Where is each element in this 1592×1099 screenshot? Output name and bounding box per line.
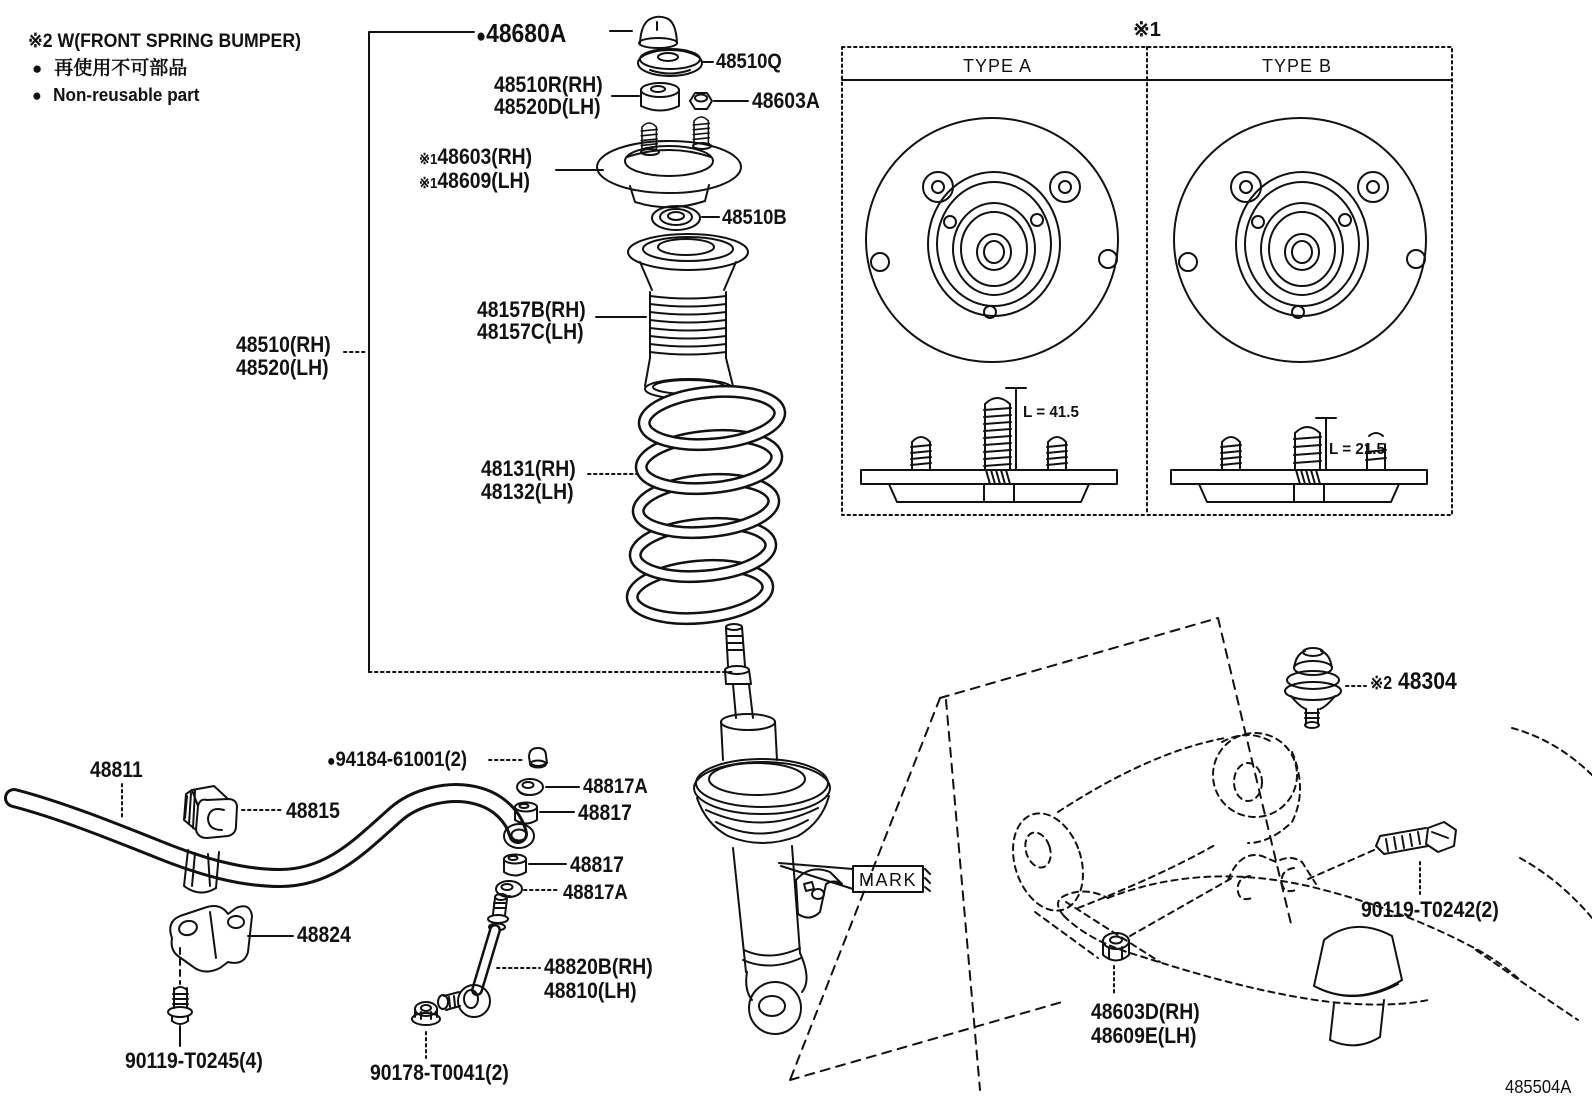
label-48510Q: 48510Q xyxy=(716,50,782,73)
legend-nonreusable-en: ● Non-reusable part xyxy=(32,85,200,105)
cap-nut-48680A xyxy=(639,17,677,48)
spring-bumper-48304 xyxy=(1285,648,1341,728)
label-94184: ●94184-61001(2) xyxy=(327,748,468,771)
bushing-48817-lower xyxy=(504,855,526,876)
label-48810: 48810(LH) xyxy=(544,978,637,1003)
lower-control-arm xyxy=(1058,728,1592,1020)
bullet-icon: ● xyxy=(476,26,487,47)
label-48603D: 48603D(RH) xyxy=(1091,999,1200,1024)
label-48520D: 48520D(LH) xyxy=(494,94,601,119)
nut-94184 xyxy=(529,748,547,768)
stabilizer-bar-48811 xyxy=(14,793,534,878)
label-48510: 48510(RH) xyxy=(236,332,331,357)
label-48603: ※148603(RH) xyxy=(419,144,533,169)
label-48603A: 48603A xyxy=(752,88,820,113)
dashed-region xyxy=(790,618,1292,1090)
label-48510R: 48510R(RH) xyxy=(494,72,603,97)
drawing-number: 485504A xyxy=(1505,1077,1572,1097)
label-90178-T0041: 90178-T0041(2) xyxy=(370,1060,509,1085)
label-48157C: 48157C(LH) xyxy=(477,319,584,344)
bracket-48824 xyxy=(170,906,252,972)
spring-seat-washer-48510Q xyxy=(638,49,702,76)
label-48817-lower: 48817 xyxy=(570,852,624,877)
label-48811: 48811 xyxy=(90,757,143,782)
inset-ref-marker: ※1 xyxy=(1133,19,1161,41)
label-48817A-upper: 48817A xyxy=(583,775,648,798)
cushion-48510R xyxy=(641,83,679,111)
inset-type-b-header: TYPE B xyxy=(1262,56,1333,76)
inset-type-a-header: TYPE A xyxy=(963,56,1033,76)
label-90119-T0242: 90119-T0242(2) xyxy=(1361,897,1499,922)
label-48510B: 48510B xyxy=(722,206,787,229)
label-48815: 48815 xyxy=(286,798,340,823)
washer-48817A-upper xyxy=(517,779,543,795)
label-48520: 48520(LH) xyxy=(236,355,329,380)
label-48680A: ●48680A xyxy=(476,18,567,48)
stabilizer-bushing-48815 xyxy=(184,786,237,838)
coil-spring-48131 xyxy=(630,386,782,624)
ref-marker-1: ※1 xyxy=(419,151,438,168)
nut-90178 xyxy=(412,1002,440,1025)
label-90119-T0245: 90119-T0245(4) xyxy=(125,1048,263,1073)
mark-tag: MARK xyxy=(858,870,917,890)
label-48131: 48131(RH) xyxy=(481,456,576,481)
label-48817-upper: 48817 xyxy=(578,800,632,825)
nut-48603A xyxy=(690,93,712,109)
legend-nonreusable-jp: ● 再使用不可部品 xyxy=(32,58,188,79)
label-48820B: 48820B(RH) xyxy=(544,954,653,979)
label-48817A-lower: 48817A xyxy=(563,881,628,904)
label-48824: 48824 xyxy=(297,922,351,947)
dimension-type-b: L = 21.5 xyxy=(1329,441,1385,458)
lower-ball-joint-boot xyxy=(1314,927,1402,1045)
nut-48603D xyxy=(1103,933,1129,961)
ref-marker-1: ※1 xyxy=(419,175,438,192)
label-48132: 48132(LH) xyxy=(481,479,574,504)
label-48304: ※2 48304 xyxy=(1370,668,1457,695)
bullet-icon: ● xyxy=(32,59,43,78)
bolt-90119-T0242 xyxy=(1306,822,1456,880)
label-48609: ※148609(LH) xyxy=(419,168,530,193)
label-48609E: 48609E(LH) xyxy=(1091,1023,1197,1048)
ref-marker-2: ※2 xyxy=(1370,673,1393,693)
bolt-90119-T0245 xyxy=(168,987,192,1024)
stabilizer-link-48820B xyxy=(438,894,508,1017)
label-48157B: 48157B(RH) xyxy=(477,297,586,322)
shock-absorber xyxy=(694,624,842,1034)
dimension-type-a: L = 41.5 xyxy=(1023,404,1079,421)
bullet-icon: ● xyxy=(32,86,42,105)
bearing-48510B xyxy=(652,206,700,230)
bullet-icon: ● xyxy=(327,753,336,770)
support-mount-48603 xyxy=(597,117,741,207)
legend-spring-bumper-note: ※2 W(FRONT SPRING BUMPER) xyxy=(28,31,301,52)
